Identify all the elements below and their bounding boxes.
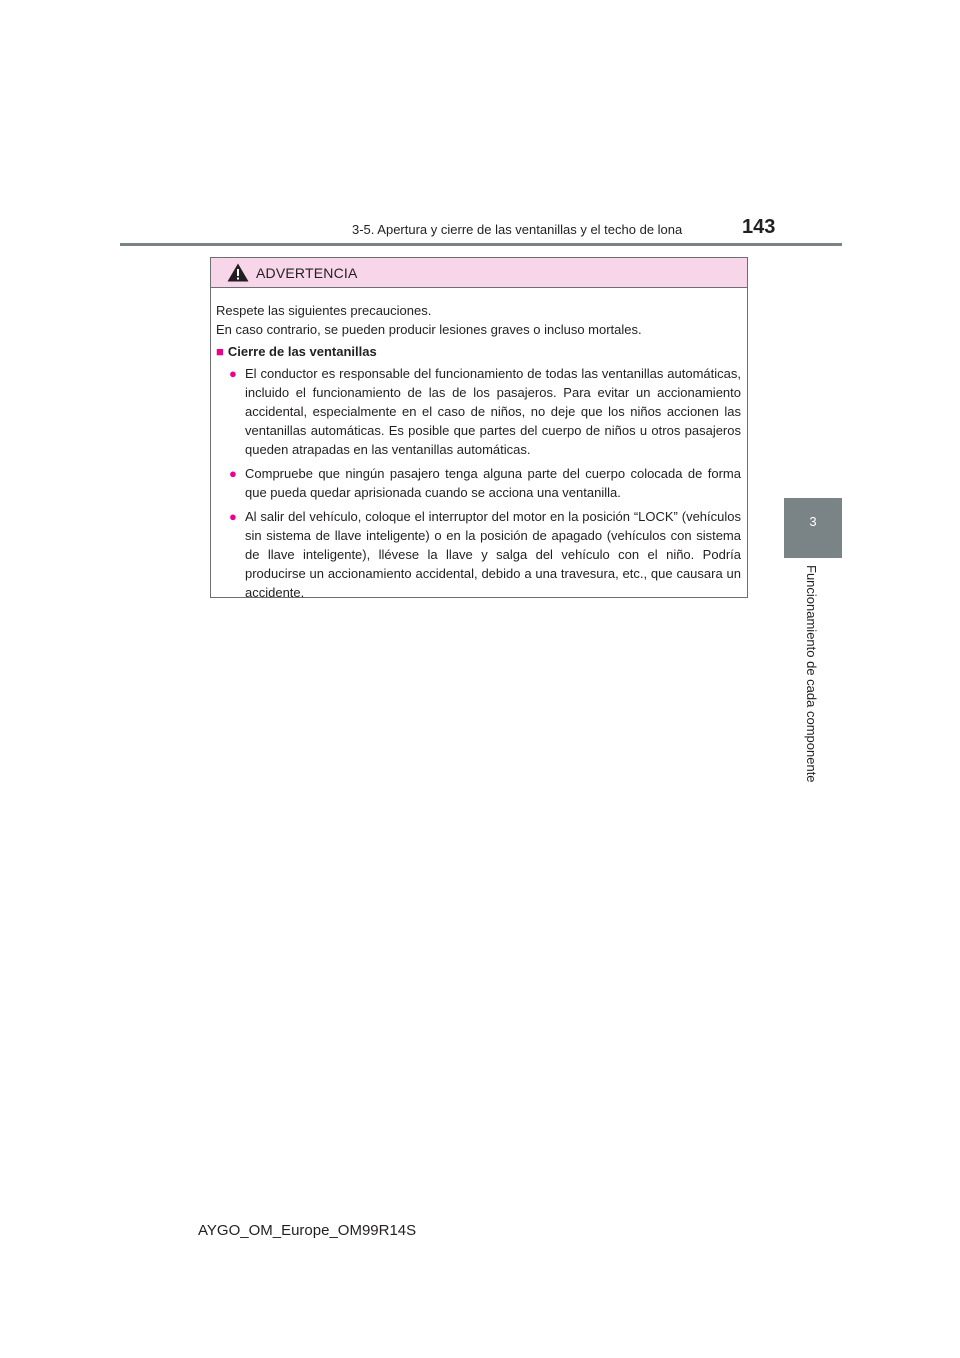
warning-intro-line-1: Respete las siguientes precauciones. [216,303,432,318]
section-header-title: 3-5. Apertura y cierre de las ventanillas y el techo de lona [352,222,683,237]
list-item [229,507,741,602]
warning-header [211,258,747,288]
header-divider [120,243,842,246]
document-code: AYGO_OM_Europe_OM99R14S [198,1222,417,1239]
chapter-tab-number: 3 [809,514,817,529]
warning-body [211,288,747,602]
page-number: 143 [742,216,776,238]
round-bullet-icon: ● [229,466,237,481]
chapter-tab [784,498,842,558]
warning-intro-line-2: En caso contrario, se pueden producir lesiones graves o incluso mortales. [216,322,642,337]
list-item-text: Compruebe que ningún pasajero tenga alguna parte del cuerpo colocada de forma que pueda quedar aprisionada cuando se acciona una ventanilla. [245,466,741,500]
square-bullet-icon: ■ [216,344,224,359]
list-item-text: El conductor es responsable del funcionamiento de todas las ventanillas automáticas, incluido el funcionamiento de las de los pasajeros. Para evitar un accionamiento accidental, especialmente en el caso de niños, no deje que los niños accionen las ventanillas automáticas. Es posible que partes del cuerpo de niños u otros pasajeros queden atrapadas en las ventanillas automáticas. [245,366,741,457]
list-item-text: Al salir del vehículo, coloque el interruptor del motor en la posición “LOCK” (vehículos sin sistema de llave inteligente) o en la posición de apagado (vehículos con sistema de llave inteligente), llévese la llave y salga del vehículo con el niño. Podría producirse un accionamiento accidental, debido a una travesura, etc., que causara un accidente. [245,509,741,600]
round-bullet-icon: ● [229,509,237,524]
round-bullet-icon: ● [229,366,237,381]
warning-title: ADVERTENCIA [256,264,358,281]
warning-triangle-icon [227,263,249,282]
chapter-tab-label: Funcionamiento de cada componente [804,565,819,783]
list-item [229,464,741,502]
warning-section-title: Cierre de las ventanillas [227,344,377,359]
warning-box [210,257,748,598]
warning-section-heading [216,342,741,361]
list-item [229,364,741,459]
